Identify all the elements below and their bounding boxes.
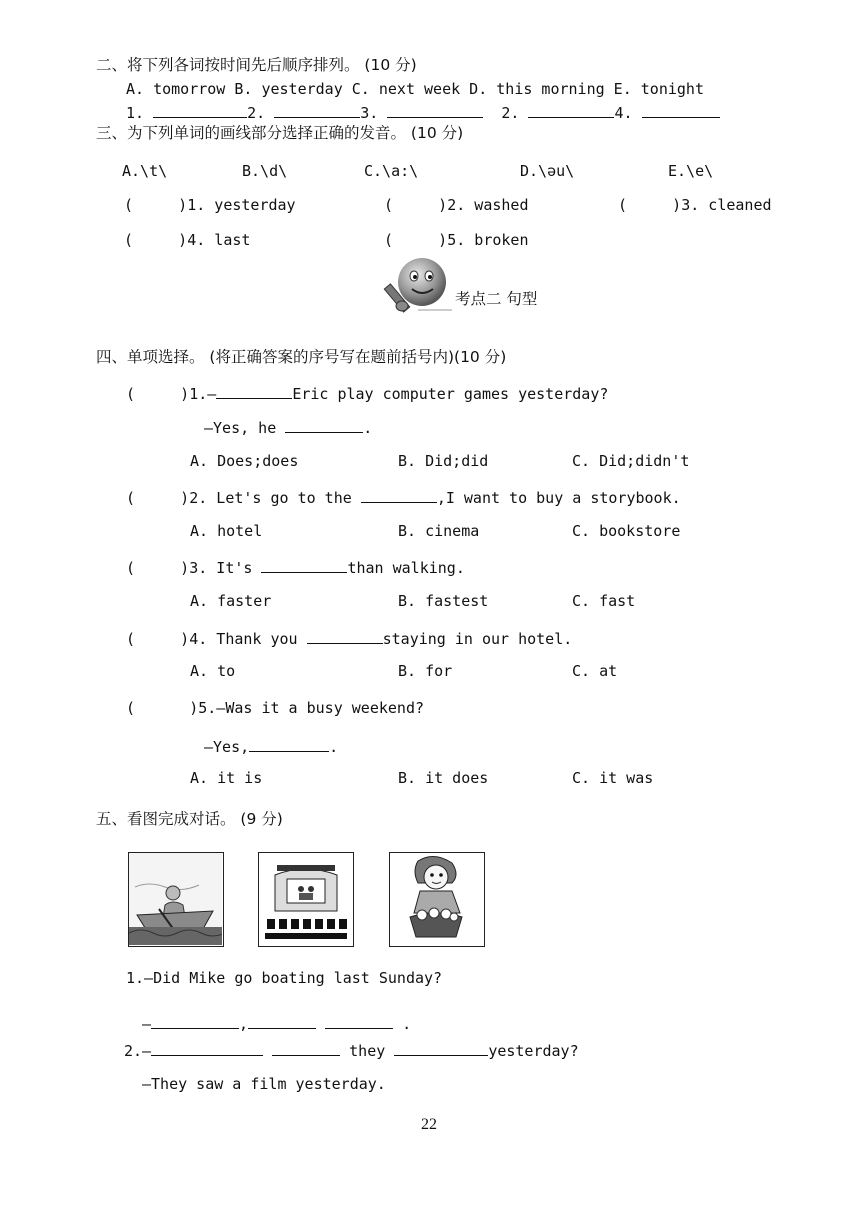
- section-2-heading: 二、将下列各词按时间先后顺序排列。 (10 分): [96, 56, 417, 74]
- question-text: 5.—Was it a busy weekend?: [198, 699, 425, 717]
- pronunciation-item: [124, 231, 250, 249]
- question-text: Eric play computer games yesterday?: [292, 385, 609, 403]
- answer-paren[interactable]: ( ): [124, 231, 188, 249]
- question-1-answer: [204, 418, 372, 437]
- question-text: yesterday?: [488, 1042, 579, 1060]
- option-a: A. Does;does: [190, 452, 299, 470]
- answer-blank[interactable]: [249, 737, 329, 752]
- option-a: A. to: [190, 662, 236, 680]
- cinema-picture: [258, 852, 354, 947]
- blank-label: 2.: [501, 104, 520, 122]
- item-text: 3. cleaned: [681, 196, 772, 214]
- option-b: B. Did;did: [398, 452, 489, 470]
- pronunciation-item: [124, 196, 296, 214]
- phonetic-option: A.\t\: [122, 162, 168, 180]
- answer-blank[interactable]: [307, 629, 383, 644]
- answer-text: —Yes, he: [204, 419, 286, 437]
- question-1: [126, 384, 608, 403]
- question-text: 3. It's: [189, 559, 262, 577]
- dialogue-1-question: 1.—Did Mike go boating last Sunday?: [126, 969, 443, 987]
- answer-blank[interactable]: [261, 558, 347, 573]
- answer-paren[interactable]: ( ): [126, 385, 190, 403]
- phonetic-option: E.\e\: [668, 162, 714, 180]
- pronunciation-item: [384, 231, 529, 249]
- kaodian-label: 考点二 句型: [455, 290, 538, 308]
- blank-label: 1.: [126, 104, 145, 122]
- question-text: staying in our hotel.: [382, 630, 573, 648]
- section-5-heading: 五、看图完成对话。 (9 分): [96, 810, 283, 828]
- question-text: than walking.: [347, 559, 465, 577]
- question-text: 2. Let's go to the: [189, 489, 361, 507]
- option-b: B. for: [398, 662, 453, 680]
- answer-text: .: [393, 1015, 412, 1033]
- question-2: [126, 488, 681, 507]
- blank-label: 2.: [247, 104, 266, 122]
- option-c: C. Did;didn't: [572, 452, 690, 470]
- question-text: they: [340, 1042, 395, 1060]
- question-text: 4. Thank you: [189, 630, 307, 648]
- option-c: C. it was: [572, 769, 654, 787]
- boating-picture: [128, 852, 224, 947]
- answer-blank[interactable]: [394, 1041, 488, 1056]
- answer-paren[interactable]: ( ): [126, 559, 190, 577]
- phonetic-option: B.\d\: [242, 162, 288, 180]
- answer-blank[interactable]: [272, 1041, 340, 1056]
- dialogue-2-question: [124, 1041, 579, 1060]
- answer-blank[interactable]: [248, 1014, 316, 1029]
- answer-paren[interactable]: ( ): [618, 196, 682, 214]
- phonetic-option: D.\əu\: [520, 162, 575, 180]
- option-c: C. bookstore: [572, 522, 681, 540]
- option-a: A. hotel: [190, 522, 263, 540]
- answer-blank[interactable]: [151, 1041, 263, 1056]
- answer-paren[interactable]: ( ): [126, 699, 199, 717]
- smiley-pencil-icon: [378, 254, 454, 320]
- item-text: 2. washed: [447, 196, 529, 214]
- option-c: C. fast: [572, 592, 636, 610]
- answer-paren[interactable]: ( ): [384, 231, 448, 249]
- pronunciation-item: [618, 196, 772, 214]
- answer-blank[interactable]: [285, 418, 363, 433]
- answer-blank[interactable]: [151, 1014, 239, 1029]
- answer-paren[interactable]: ( ): [126, 489, 190, 507]
- dialogue-1-answer: [142, 1014, 411, 1033]
- option-b: B. it does: [398, 769, 489, 787]
- phonetic-option: C.\a:\: [364, 162, 419, 180]
- answer-blank[interactable]: [387, 103, 483, 118]
- dialogue-2-answer: —They saw a film yesterday.: [142, 1075, 386, 1093]
- item-text: 5. broken: [447, 231, 529, 249]
- washing-picture: [389, 852, 485, 947]
- section-4-heading: 四、单项选择。 (将正确答案的序号写在题前括号内)(10 分): [96, 348, 507, 366]
- question-3: [126, 558, 465, 577]
- option-b: B. fastest: [398, 592, 489, 610]
- item-text: 1. yesterday: [187, 196, 296, 214]
- option-a: A. it is: [190, 769, 263, 787]
- pronunciation-item: [384, 196, 529, 214]
- blank-label: 3.: [360, 104, 379, 122]
- blank-label: 4.: [614, 104, 633, 122]
- question-4: [126, 629, 572, 648]
- answer-blank[interactable]: [642, 103, 720, 118]
- option-c: C. at: [572, 662, 618, 680]
- boating-illustration: [129, 853, 222, 945]
- answer-text: .: [329, 738, 339, 756]
- question-5-answer: [204, 737, 338, 756]
- answer-text: —: [142, 1015, 152, 1033]
- option-b: B. cinema: [398, 522, 480, 540]
- section-2-answer-line: [126, 103, 720, 122]
- answer-paren[interactable]: ( ): [124, 196, 188, 214]
- question-5: [126, 699, 424, 717]
- cinema-illustration: [259, 853, 352, 945]
- section-2-options: A. tomorrow B. yesterday C. next week D. this morning E. tonight: [126, 80, 704, 98]
- answer-paren[interactable]: ( ): [384, 196, 448, 214]
- question-text: 1.—: [189, 385, 217, 403]
- answer-blank[interactable]: [361, 488, 437, 503]
- section-3-heading: 三、为下列单词的画线部分选择正确的发音。 (10 分): [96, 124, 464, 142]
- item-text: 4. last: [187, 231, 251, 249]
- answer-text: .: [363, 419, 373, 437]
- answer-blank[interactable]: [216, 384, 292, 399]
- answer-text: —Yes,: [204, 738, 250, 756]
- answer-blank[interactable]: [274, 103, 360, 118]
- question-text: 2.—: [124, 1042, 152, 1060]
- answer-text: ,: [239, 1015, 249, 1033]
- washing-illustration: [390, 853, 483, 945]
- answer-paren[interactable]: ( ): [126, 630, 190, 648]
- answer-blank[interactable]: [528, 103, 614, 118]
- answer-blank[interactable]: [325, 1014, 393, 1029]
- question-text: ,I want to buy a storybook.: [436, 489, 681, 507]
- answer-blank[interactable]: [153, 103, 247, 118]
- option-a: A. faster: [190, 592, 272, 610]
- page-number: 22: [421, 1116, 437, 1133]
